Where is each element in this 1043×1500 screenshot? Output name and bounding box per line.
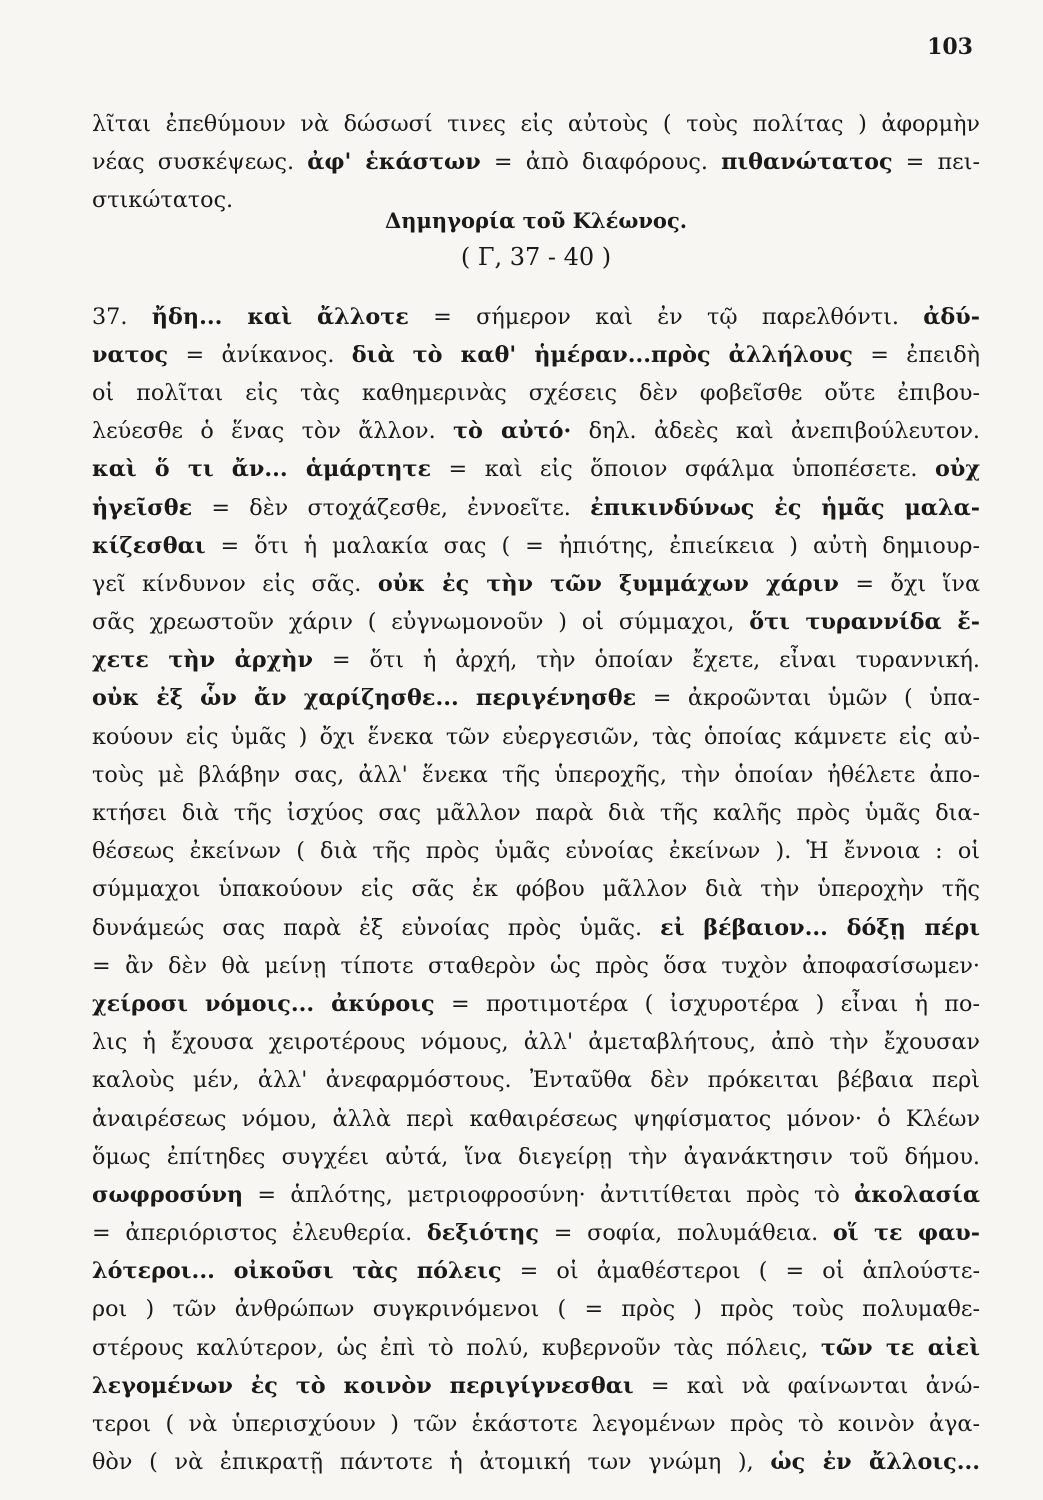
- text-segment: γεῖ κίνδυνον εἰς σᾶς.: [92, 570, 378, 597]
- text-segment: = ἐπειδὴ: [852, 341, 980, 368]
- lemma-bold: κίζεσθαι: [92, 532, 206, 559]
- text-line: [92, 298, 980, 336]
- lemma-bold: οὐκ ἐς τὴν τῶν ξυμμάχων χάριν: [377, 570, 839, 597]
- text-segment: = δὲν στοχάζεσθε, ἐννοεῖτε.: [192, 494, 591, 521]
- text-segment: νέας συσκέψεως.: [92, 149, 308, 176]
- page-body: [92, 105, 980, 1481]
- text-line: [92, 565, 980, 603]
- text-segment: = ὄχι ἵνα: [838, 570, 980, 597]
- text-segment: κούουν εἰς ὑμᾶς ) ὄχι ἕνεκα τῶν εὐεργεσιῶν, τὰς ὁποίας κάμνετε εἰς αὐ-: [92, 723, 980, 750]
- text-segment: = πει-: [892, 149, 980, 176]
- text-line: [92, 1176, 980, 1214]
- text-line: [92, 1252, 980, 1290]
- text-segment: = ἀπὸ διαφόρους.: [480, 149, 722, 176]
- text-segment: καλοὺς μέν, ἀλλ' ἀνεφαρμόστους. Ἐνταῦθα δὲν πρόκειται βέβαια περὶ: [92, 1067, 980, 1094]
- text-line: [92, 947, 980, 985]
- text-segment: στικώτατος.: [92, 187, 234, 214]
- spacer: [92, 278, 980, 298]
- text-line: [92, 1290, 980, 1328]
- lemma-bold: τὸ αὐτό·: [453, 418, 572, 445]
- text-segment: κτήσει διὰ τῆς ἰσχύος σας μᾶλλον παρὰ διὰ τῆς καλῆς πρὸς ὑμᾶς δια-: [92, 800, 980, 826]
- text-line: [92, 1329, 980, 1367]
- lemma-bold: δεξιότης: [426, 1220, 539, 1247]
- text-segment: δηλ. ἀδεὲς καὶ ἀνεπιβούλευτον.: [571, 418, 980, 445]
- heading-title: Δημηγορία τοῦ Κλέωνος.: [384, 207, 688, 233]
- lemma-bold: ἡγεῖσθε: [92, 494, 193, 521]
- text-line: [92, 641, 980, 679]
- text-segment: = καὶ νὰ φαίνωνται ἀνώ-: [633, 1372, 980, 1399]
- text-line: [92, 1405, 980, 1443]
- text-segment: τοὺς μὲ βλάβην σας, ἀλλ' ἕνεκα τῆς ὑπεροχῆς, τὴν ὁποίαν ἠθέλετε ἀπο-: [92, 761, 980, 788]
- text-segment: σᾶς χρεωστοῦν χάριν ( εὐγνωμονοῦν ) οἱ σύμμαχοι,: [92, 609, 750, 636]
- text-segment: = ἀκροῶνται ὑμῶν ( ὑπα-: [636, 685, 980, 712]
- lemma-bold: εἰ βέβαιον... δόξῃ πέρι: [660, 914, 981, 941]
- text-segment: οἱ πολῖται εἰς τὰς καθημερινὰς σχέσεις δὲν φοβεῖσθε οὔτε ἐπιβου-: [92, 379, 980, 406]
- text-line: [92, 794, 980, 832]
- text-line: [92, 1023, 980, 1061]
- text-line: [92, 1100, 980, 1138]
- page-number: 103: [927, 34, 973, 60]
- text-line: [92, 909, 980, 947]
- text-segment: λις ἡ ἔχουσα χειροτέρους νόμους, ἀλλ' ἀμεταβλήτους, ἀπὸ τὴν ἔχουσαν: [92, 1029, 980, 1056]
- text-segment: = προτιμοτέρα ( ἰσχυροτέρα ) εἶναι ἡ πο-: [434, 990, 980, 1017]
- lemma-bold: λότεροι... οἰκοῦσι τὰς πόλεις: [92, 1258, 502, 1285]
- text-segment: ἀναιρέσεως νόμου, ἀλλὰ περὶ καθαιρέσεως ψηφίσματος μόνον· ὁ Κλέων: [92, 1105, 980, 1132]
- text-segment: στέρους καλύτερον, ὡς ἐπὶ τὸ πολύ, κυβερνοῦν τὰς πόλεις,: [92, 1334, 821, 1361]
- lemma-bold: οὐκ ἐξ ὧν ἄν χαρίζησθε... περιγένησθε: [92, 685, 637, 712]
- lemma-bold: ἀδύ-: [923, 303, 980, 330]
- text-segment: = καὶ εἰς ὅποιον σφάλμα ὑποπέσετε.: [431, 456, 935, 483]
- text-segment: τεροι ( νὰ ὑπερισχύουν ) τῶν ἑκάστοτε λεγομένων πρὸς τὸ κοινὸν ἀγα-: [92, 1411, 980, 1437]
- text-line: [92, 1214, 980, 1252]
- lemma-bold: ἤδη... καὶ ἄλλοτε: [151, 303, 409, 330]
- lemma-bold: καὶ ὅ τι ἄν... ἁμάρτητε: [92, 456, 432, 483]
- lemma-bold: οἵ τε φαυ-: [832, 1220, 980, 1247]
- lemma-bold: ἐπικινδύνως ἐς ἡμᾶς μαλα-: [590, 494, 980, 521]
- lemma-bold: τῶν τε αἰεὶ: [820, 1334, 981, 1361]
- text-segment: = ἀπεριόριστος ἐλευθερία.: [92, 1220, 427, 1247]
- text-line: [92, 756, 980, 794]
- text-line: [92, 489, 980, 527]
- text-line: [92, 527, 980, 565]
- text-segment: = σοφία, πολυμάθεια.: [538, 1220, 833, 1247]
- text-line: [92, 143, 980, 181]
- text-segment: θέσεως ἐκείνων ( διὰ τῆς πρὸς ὑμᾶς εὐνοίας ἐκείνων ). Ἡ ἔννοια : οἱ: [92, 838, 980, 865]
- lemma-bold: λεγομένων ἐς τὸ κοινὸν περιγίγνεσθαι: [92, 1372, 634, 1399]
- lemma-bold: ὅτι τυραννίδα ἔ-: [749, 609, 980, 636]
- lemma-bold: οὐχ: [934, 456, 980, 483]
- text-segment: λῖται ἐπεθύμουν νὰ δώσωσί τινες εἰς αὐτοὺς ( τοὺς πολίτας ) ἀφορμὴν: [92, 111, 980, 137]
- text-segment: λεύεσθε ὁ ἕνας τὸν ἄλλον.: [92, 418, 454, 445]
- text-line: [92, 1138, 980, 1176]
- text-line: [92, 105, 980, 143]
- text-segment: ὅμως ἐπίτηδες συγχέει αὐτά, ἵνα διεγείρῃ τὴν ἀγανάκτησιν τοῦ δήμου.: [92, 1143, 980, 1170]
- text-segment: θὸν ( νὰ ἐπικρατῇ πάντοτε ἡ ἀτομική των γνώμη ),: [92, 1449, 771, 1476]
- text-line: [92, 336, 980, 374]
- lemma-bold: χετε τὴν ἀρχὴν: [92, 647, 313, 674]
- text-line: [92, 374, 980, 412]
- lemma-bold: πιθανώτατος: [721, 149, 893, 176]
- lemma-bold: σωφροσύνη: [92, 1181, 244, 1208]
- lemma-bold: ὡς ἐν ἄλλοις...: [770, 1449, 980, 1476]
- heading-reference: ( Γ, 37 - 40 ): [460, 242, 612, 271]
- lemma-bold: ἀφ' ἑκάστων: [307, 149, 481, 176]
- text-line: [92, 603, 980, 641]
- text-line: [92, 870, 980, 908]
- text-segment: = σήμερον καὶ ἐν τῷ παρελθόντι.: [408, 303, 924, 330]
- text-segment: = ἁπλότης, μετριοφροσύνη· ἀντιτίθεται πρὸς τὸ: [243, 1181, 855, 1208]
- text-segment: = ὅτι ἡ μαλακία σας ( = ἠπιότης, ἐπιείκεια ) αὐτὴ δημιουρ-: [205, 532, 980, 559]
- text-line: [92, 1367, 980, 1405]
- text-line: [92, 450, 980, 488]
- text-line: [92, 1443, 980, 1481]
- lemma-bold: διὰ τὸ καθ' ἡμέραν...πρὸς ἀλλήλους: [351, 341, 853, 368]
- text-segment: σύμμαχοι ὑπακούουν εἰς σᾶς ἐκ φόβου μᾶλλον διὰ τὴν ὑπεροχὴν τῆς: [92, 876, 980, 903]
- text-line: [92, 985, 980, 1023]
- text-segment: ροι ) τῶν ἀνθρώπων συγκρινόμενοι ( = πρὸς ) πρὸς τοὺς πολυμαθε-: [92, 1296, 980, 1323]
- text-line: [92, 832, 980, 870]
- text-line: [92, 412, 980, 450]
- text-segment: 37.: [92, 303, 152, 330]
- text-segment: = οἱ ἀμαθέστεροι ( = οἱ ἁπλούστε-: [501, 1258, 980, 1285]
- text-segment: = ὅτι ἡ ἀρχή, τὴν ὁποίαν ἔχετε, εἶναι τυραννική.: [313, 647, 980, 674]
- lemma-bold: ἀκολασία: [854, 1181, 980, 1208]
- text-segment: = ἀνίκανος.: [168, 341, 352, 368]
- lemma-bold: χείροσι νόμοις... ἀκύροις: [92, 990, 435, 1017]
- text-line: [92, 1061, 980, 1099]
- text-segment: = ἂν δὲν θὰ μείνῃ τίποτε σταθερὸν ὡς πρὸς ὅσα τυχὸν ἀποφασίσωμεν·: [92, 952, 980, 979]
- text-line: [92, 718, 980, 756]
- text-segment: δυνάμεώς σας παρὰ ἐξ εὐνοίας πρὸς ὑμᾶς.: [92, 914, 661, 941]
- text-line: [92, 679, 980, 717]
- lemma-bold: νατος: [92, 341, 169, 368]
